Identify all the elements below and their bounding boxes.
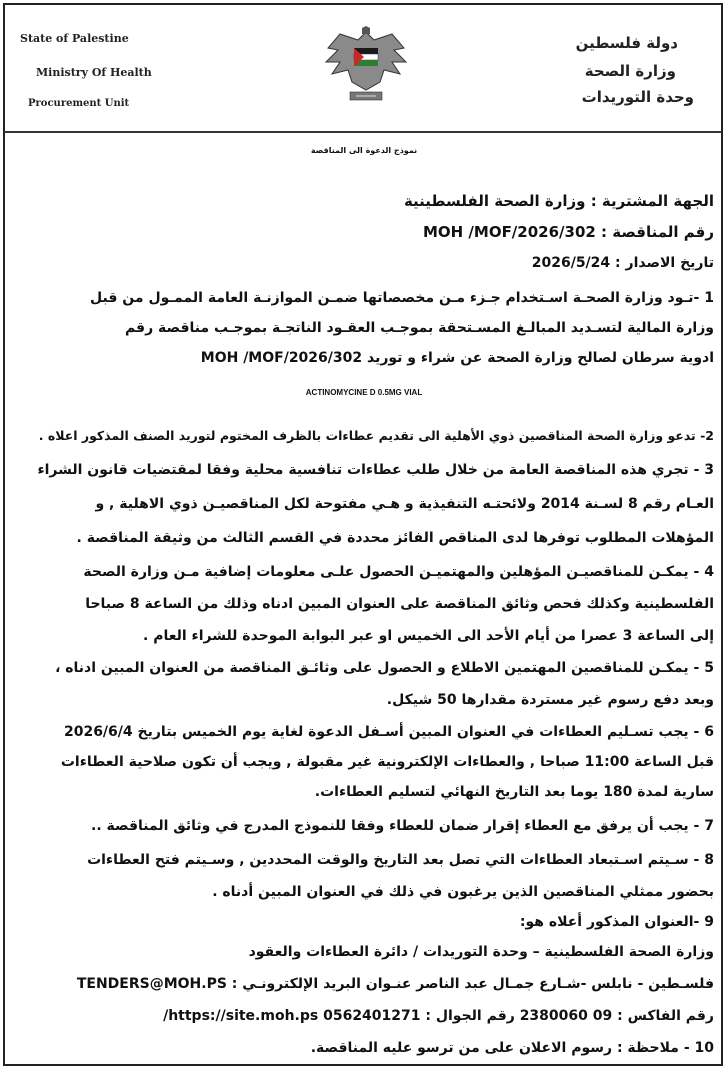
paragraph-4-line-3: إلى الساعة 3 عصرا من أيام الأحد الى الخميس او عبر البوابة الموحدة للشراء العام . (143, 628, 714, 644)
paragraph-10-note: 10 - ملاحظة : رسوم الاعلان على من ترسو عليه المناقصة. (310, 1040, 714, 1056)
paragraph-9-heading: 9 -العنوان المذكور أعلاه هو: (519, 914, 714, 930)
paragraph-3-line-3: المؤهلات المطلوب توفرها لدى المناقص الفائز محددة في القسم الثالث من وثيقة المناقصة . (76, 530, 714, 546)
paragraph-1-line-1: 1 -تـود وزارة الصحـة اسـتخدام جـزء مـن مخصصاتها ضمـن الموازنـة العامة الممـول من قبل (90, 290, 714, 306)
paragraph-3-line-2: العـام رقم 8 لسـنة 2014 ولائحتـه التنفيذية و هـي مفتوحة لكل المناقصيـن ذوي الاهلية , و (95, 496, 714, 512)
paragraph-6-line-3: سارية لمدة 180 يوما بعد التاريخ النهائي لتسليم العطاءات. (314, 784, 714, 800)
paragraph-6-line-1: 6 - يجب تسـليم العطاءات في العنوان المبين أسـفل الدعوة لغاية يوم الخميس بتاريخ 2026/6/4 (63, 724, 714, 740)
contact-line: رقم الفاكس : 09 2380060 رقم الجوال : 0562401271 https://site.moh.ps/ (163, 1008, 714, 1024)
address-line-2: فلسـطين - نابلس -شـارع جمـال عبد الناصر عنـوان البريد الإلكترونـي : TENDERS@MOH.PS (76, 976, 714, 992)
palestine-emblem-icon (322, 26, 410, 108)
header-ar-ministry: وزارة الصحة (584, 62, 676, 80)
header-divider (4, 131, 722, 133)
paragraph-1-line-2: وزارة المالية لتسـديد المبالـغ المسـتحقة بموجـب العقـود الناتجـة بموجـب مناقصة رقم (124, 320, 714, 336)
paragraph-4-line-2: الفلسطينية وكذلك فحص وثائق المناقصة على العنوان المبين ادناه وذلك من الساعة 8 صباحا (85, 596, 714, 612)
flag-shield-icon (354, 48, 378, 66)
paragraph-7-line-1: 7 - يجب أن يرفق مع العطاء إقرار ضمان للعطاء وفقا للنموذج المدرج في وثائق المناقصة .. (91, 818, 714, 834)
document-title: نموذج الدعوة الى المناقصة (310, 146, 418, 155)
paragraph-5-line-1: 5 - يمكـن للمناقصين المهتمين الاطلاع و الحصول على وثائـق المناقصة من العنوان المبين ادناه ، (55, 660, 714, 676)
paragraph-4-line-1: 4 - يمكـن للمناقصيـن المؤهلين والمهتميـن الحصول علـى معلومات إضافية مـن وزارة الصحة (83, 564, 714, 580)
header-en-ministry: Ministry Of Health (36, 66, 152, 79)
paragraph-2-line-1: 2- تدعو وزارة الصحة المناقصين ذوي الأهلية الى تقديم عطاءات بالظرف المختوم لتوريد الصنف المذكور اعلاه . (38, 428, 714, 443)
issue-date-line: تاريخ الاصدار : 2026/5/24 (531, 255, 714, 271)
product-name: ACTINOMYCINE D 0.5MG VIAL (305, 388, 423, 397)
paragraph-6-line-2: قبل الساعة 11:00 صباحا , والعطاءات الإلكترونية غير مقبولة , ويجب أن تكون صلاحية العطاءات (60, 754, 714, 770)
paragraph-8-line-1: 8 - سـيتم اسـتبعاد العطاءات التي تصل بعد التاريخ والوقت المحددين , وسـيتم فتح العطاءات (87, 852, 714, 868)
header-ar-unit: وحدة التوريدات (581, 88, 694, 106)
paragraph-5-line-2: وبعد دفع رسوم غير مستردة مقدارها 50 شيكل. (386, 692, 714, 708)
header-en-unit: Procurement Unit (28, 98, 130, 109)
header-ar-state: دولة فلسطين (575, 34, 678, 52)
paragraph-3-line-1: 3 - تجري هذه المناقصة العامة من خلال طلب عطاءات تنافسية محلية وفقا لمقتضيات قانون الشراء (37, 462, 714, 478)
tender-number-line: رقم المناقصة : MOH /MOF/2026/302 (422, 223, 714, 241)
paragraph-8-line-2: بحضور ممثلي المناقصين الذين يرغبون في ذلك في العنوان المبين أدناه . (212, 884, 714, 900)
buyer-line: الجهة المشترية : وزارة الصحة الفلسطينية (403, 192, 714, 210)
paragraph-1-line-3: ادوية سرطان لصالح وزارة الصحة عن شراء و توريد MOH /MOF/2026/302 (200, 350, 714, 366)
address-line-1: وزارة الصحة الفلسطينية – وحدة التوريدات / دائرة العطاءات والعقود (248, 944, 714, 960)
header-en-state: State of Palestine (20, 32, 129, 45)
